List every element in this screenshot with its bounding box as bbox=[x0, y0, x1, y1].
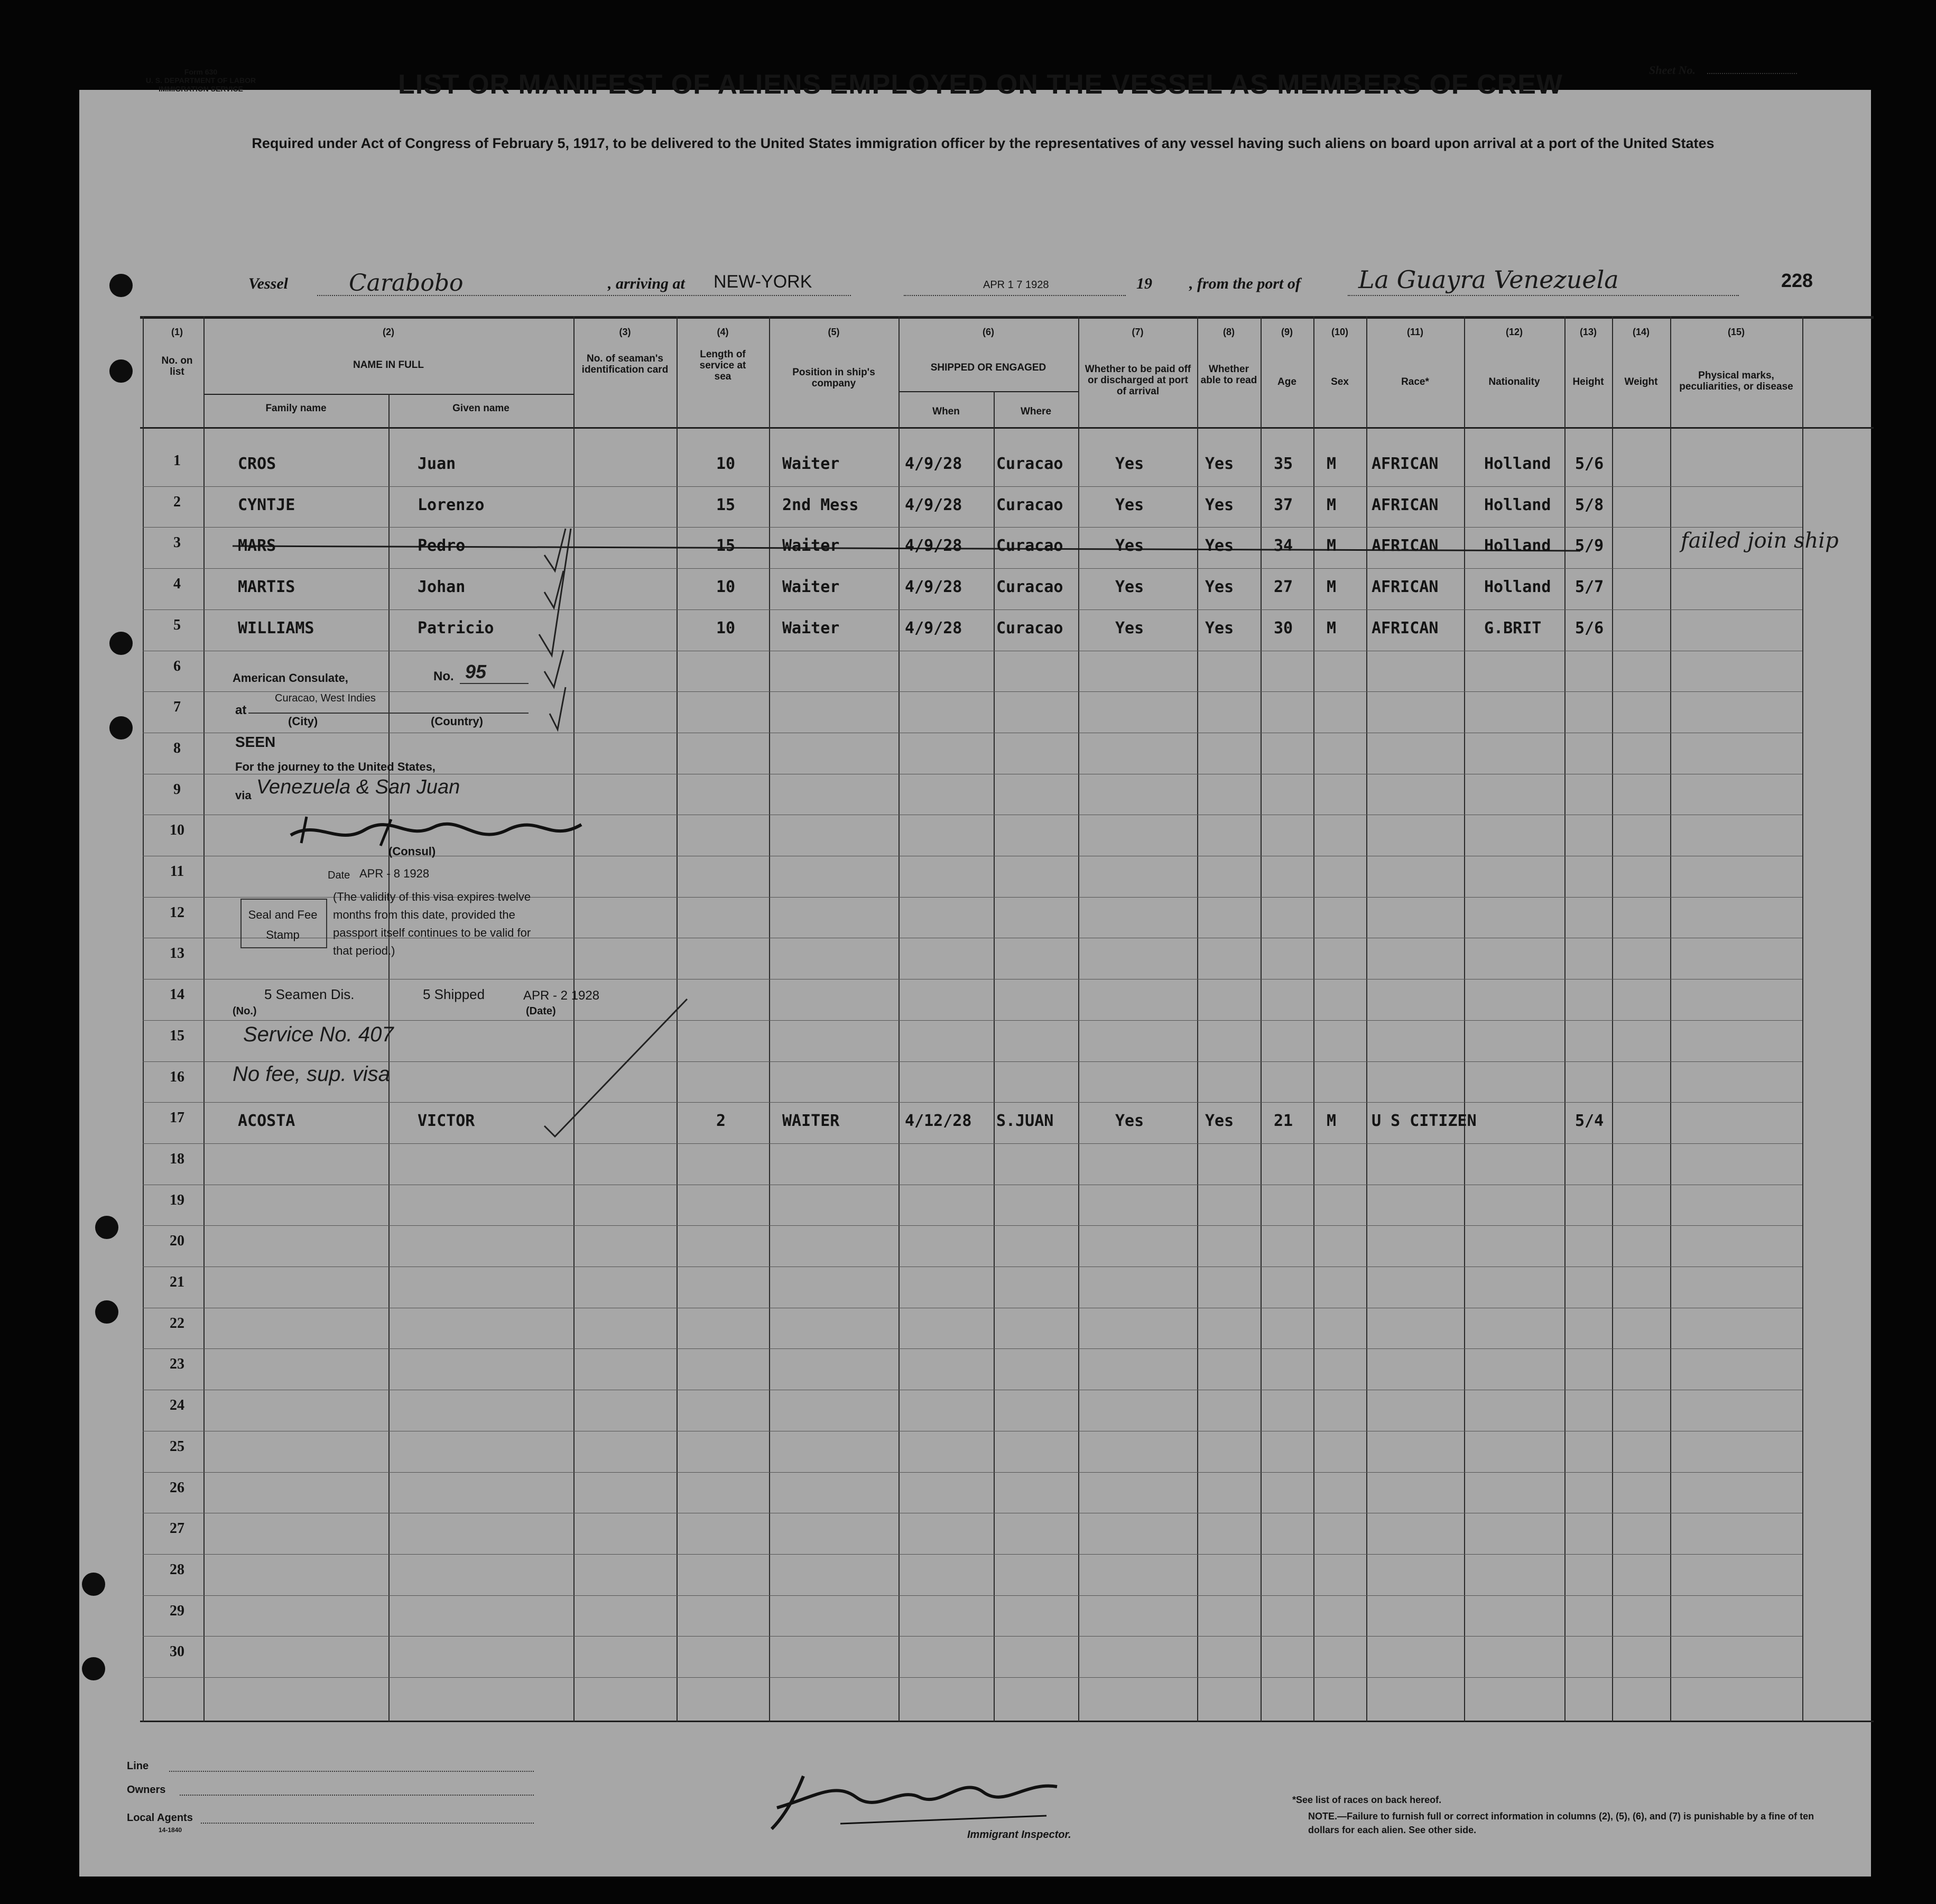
row-number: 13 bbox=[170, 945, 184, 962]
sheet-no-label: Sheet No. bbox=[1649, 63, 1696, 77]
punch-hole bbox=[109, 274, 133, 297]
page-number: 228 bbox=[1781, 270, 1813, 291]
col-number: (11) bbox=[1406, 327, 1424, 337]
row-number: 17 bbox=[170, 1110, 184, 1126]
row-number: 28 bbox=[170, 1561, 184, 1578]
arriving-label: , arriving at bbox=[608, 275, 685, 292]
cell-family: MARS bbox=[238, 537, 276, 556]
cell-when: 4/9/28 bbox=[905, 537, 962, 556]
cell-read: Yes bbox=[1205, 455, 1234, 473]
row-number: 4 bbox=[173, 576, 181, 593]
line-label: Line bbox=[127, 1760, 149, 1772]
date-sublabel: (Date) bbox=[526, 1005, 556, 1017]
cell-height: 5/6 bbox=[1575, 618, 1604, 637]
col-number: (4) bbox=[717, 327, 729, 337]
via-label: via bbox=[235, 789, 252, 802]
col-header-length-service: Length of service at sea bbox=[699, 349, 746, 382]
row-rule bbox=[143, 1636, 1802, 1637]
cell-position: Waiter bbox=[782, 618, 840, 637]
row-number: 12 bbox=[170, 904, 184, 921]
inspector-signature bbox=[761, 1766, 1089, 1840]
cell-sex: M bbox=[1327, 455, 1337, 473]
cell-sex: M bbox=[1327, 578, 1337, 597]
cell-nationality: Holland bbox=[1484, 537, 1551, 556]
cell-family: WILLIAMS bbox=[238, 618, 314, 637]
col-header-position: Position in ship's company bbox=[792, 367, 875, 389]
cell-given: Patricio bbox=[418, 618, 494, 637]
cell-read: Yes bbox=[1205, 537, 1234, 556]
service-number: Service No. 407 bbox=[243, 1023, 394, 1046]
cell-paid: Yes bbox=[1115, 537, 1144, 556]
from-port: La Guayra Venezuela bbox=[1358, 265, 1619, 294]
col-header-id-card: No. of seaman's identification card bbox=[581, 353, 669, 375]
cell-sex: M bbox=[1327, 618, 1337, 637]
cell-nationality: Holland bbox=[1484, 578, 1551, 597]
vessel-name: Carabobo bbox=[349, 270, 464, 297]
document-subtitle: Required under Act of Congress of February 5, 1917, to be delivered to the United States immigration officer by the representatives of any vessel having such aliens on board upon arrival at a port of the United States bbox=[252, 135, 1715, 151]
cell-position: 2nd Mess bbox=[782, 495, 859, 514]
cell-service: 10 bbox=[716, 578, 736, 597]
date-line bbox=[904, 295, 1126, 296]
cell-paid: Yes bbox=[1115, 578, 1144, 597]
row-number: 15 bbox=[170, 1027, 184, 1044]
vessel-line bbox=[317, 295, 851, 296]
cell-when: 4/9/28 bbox=[905, 618, 962, 637]
at-label: at bbox=[235, 703, 247, 717]
row-rule bbox=[143, 1595, 1802, 1596]
col-number: (12) bbox=[1505, 327, 1523, 337]
col-header-weight: Weight bbox=[1624, 376, 1658, 387]
row-number: 21 bbox=[170, 1274, 184, 1290]
form-id: Form 630 U. S. DEPARTMENT OF LABOR IMMIGRATION SERVICE bbox=[145, 68, 256, 93]
cell-position: Waiter bbox=[782, 537, 840, 556]
cell-nationality: Holland bbox=[1484, 495, 1551, 514]
seen-label: SEEN bbox=[235, 734, 276, 750]
cell-given: VICTOR bbox=[418, 1112, 475, 1131]
agents-code: 14-1840 bbox=[159, 1826, 182, 1834]
col-header-given-name: Given name bbox=[452, 403, 510, 414]
cell-service: 15 bbox=[716, 537, 736, 556]
vessel-label: Vessel bbox=[248, 275, 288, 292]
cell-given: Lorenzo bbox=[418, 495, 485, 514]
cell-service: 2 bbox=[716, 1112, 726, 1131]
local-agents-label: Local Agents bbox=[127, 1812, 193, 1824]
col-header-shipped: SHIPPED OR ENGAGED bbox=[930, 362, 1046, 373]
row-rule bbox=[143, 527, 1802, 528]
col-header-when: When bbox=[932, 406, 960, 417]
cell-age: 37 bbox=[1274, 495, 1293, 514]
cell-race: AFRICAN bbox=[1372, 495, 1439, 514]
cell-when: 4/9/28 bbox=[905, 495, 962, 514]
arrival-date-stamp: APR 1 7 1928 bbox=[983, 279, 1049, 291]
row-number: 25 bbox=[170, 1438, 184, 1455]
cell-paid: Yes bbox=[1115, 1112, 1144, 1131]
cell-where: S.JUAN bbox=[996, 1112, 1054, 1131]
punch-hole bbox=[95, 1216, 118, 1239]
cell-age: 21 bbox=[1274, 1112, 1293, 1131]
cell-given: Juan bbox=[418, 455, 456, 473]
cell-sex: M bbox=[1327, 1112, 1337, 1131]
col-header-height: Height bbox=[1572, 376, 1604, 387]
row-number: 8 bbox=[173, 740, 181, 756]
row-number: 14 bbox=[170, 986, 184, 1003]
country-label: (Country) bbox=[431, 715, 483, 728]
col-header-age: Age bbox=[1277, 376, 1296, 387]
row-number: 9 bbox=[173, 781, 181, 798]
row-number: 26 bbox=[170, 1479, 184, 1496]
seal-fee-label: Seal and Fee Stamp bbox=[248, 908, 318, 941]
consulate-label: American Consulate, bbox=[233, 671, 348, 685]
row-rule bbox=[143, 1677, 1802, 1678]
consulate-no-value: 95 bbox=[465, 661, 487, 682]
punch-hole bbox=[109, 632, 133, 655]
cell-age: 27 bbox=[1274, 578, 1293, 597]
col-number: (5) bbox=[828, 327, 840, 337]
row-rule bbox=[143, 1020, 1802, 1021]
document-title: LIST OR MANIFEST OF ALIENS EMPLOYED ON THE VESSEL AS MEMBERS OF CREW bbox=[398, 69, 1563, 100]
col-divider bbox=[388, 394, 390, 1722]
col-header-sex: Sex bbox=[1331, 376, 1349, 387]
cell-position: Waiter bbox=[782, 455, 840, 473]
cell-service: 15 bbox=[716, 495, 736, 514]
vessel-row bbox=[248, 265, 1834, 301]
manifest-page bbox=[79, 90, 1871, 1877]
cell-race: AFRICAN bbox=[1372, 618, 1439, 637]
cell-service: 10 bbox=[716, 618, 736, 637]
inspector-label: Immigrant Inspector. bbox=[967, 1829, 1071, 1841]
cell-height: 5/9 bbox=[1575, 537, 1604, 556]
cell-family: MARTIS bbox=[238, 578, 295, 597]
row-rule bbox=[143, 691, 1802, 692]
journey-label: For the journey to the United States, bbox=[235, 760, 436, 773]
races-note: *See list of races on back hereof. bbox=[1292, 1795, 1442, 1805]
punch-hole bbox=[109, 359, 133, 383]
cell-nationality: Holland bbox=[1484, 455, 1551, 473]
cell-when: 4/9/28 bbox=[905, 455, 962, 473]
row-rule bbox=[143, 1348, 1802, 1349]
cell-read: Yes bbox=[1205, 495, 1234, 514]
row-number: 6 bbox=[173, 658, 181, 674]
from-port-line bbox=[1348, 295, 1739, 296]
col-number: (15) bbox=[1727, 327, 1745, 337]
row-rule bbox=[143, 609, 1802, 610]
row-number: 23 bbox=[170, 1356, 184, 1373]
cell-age: 35 bbox=[1274, 455, 1293, 473]
row-rule bbox=[143, 1225, 1802, 1226]
col-header-paid-off: Whether to be paid off or discharged at port of arrival bbox=[1085, 364, 1191, 397]
cell-paid: Yes bbox=[1115, 618, 1144, 637]
cell-when: 4/9/28 bbox=[905, 578, 962, 597]
cell-where: Curacao bbox=[996, 455, 1063, 473]
row-number: 3 bbox=[173, 534, 181, 551]
cell-given: Johan bbox=[418, 578, 466, 597]
shipped-count: 5 Shipped bbox=[423, 986, 485, 1002]
row-rule bbox=[143, 1102, 1802, 1103]
row-number: 1 bbox=[173, 452, 181, 469]
cell-race: AFRICAN bbox=[1372, 578, 1439, 597]
consulate-place: Curacao, West Indies bbox=[275, 692, 376, 704]
row-number: 10 bbox=[170, 822, 184, 839]
consulate-no-line bbox=[460, 683, 529, 684]
col-header-race: Race* bbox=[1401, 376, 1429, 387]
row-rule bbox=[143, 1143, 1802, 1144]
cell-race: AFRICAN bbox=[1372, 455, 1439, 473]
punch-hole bbox=[82, 1657, 105, 1680]
col-header-nationality: Nationality bbox=[1488, 376, 1540, 387]
owners-label: Owners bbox=[127, 1784, 166, 1796]
cell-position: Waiter bbox=[782, 578, 840, 597]
row-number: 16 bbox=[170, 1068, 184, 1085]
col-number: (8) bbox=[1223, 327, 1235, 337]
col-header-able-to-read: Whether able to read bbox=[1200, 364, 1257, 386]
consulate-no-label: No. bbox=[433, 669, 454, 683]
cell-where: Curacao bbox=[996, 618, 1063, 637]
cell-nationality: G.BRIT bbox=[1484, 618, 1542, 637]
col-number: (2) bbox=[383, 327, 394, 337]
owners-field bbox=[180, 1795, 534, 1796]
row-number: 20 bbox=[170, 1233, 184, 1250]
cell-paid: Yes bbox=[1115, 495, 1144, 514]
col-number: (14) bbox=[1632, 327, 1650, 337]
cell-where: Curacao bbox=[996, 537, 1063, 556]
year-label: 19 bbox=[1136, 275, 1152, 292]
cell-family: CYNTJE bbox=[238, 495, 295, 514]
row-number: 27 bbox=[170, 1520, 184, 1537]
col-number: (1) bbox=[171, 327, 183, 337]
row-number: 7 bbox=[173, 699, 181, 716]
local-agents-field bbox=[201, 1823, 534, 1824]
table-bottom-rule bbox=[140, 1721, 1874, 1722]
col-number: (9) bbox=[1281, 327, 1293, 337]
col-header-marks: Physical marks, peculiarities, or disease bbox=[1679, 370, 1793, 392]
row-number: 24 bbox=[170, 1397, 184, 1414]
cell-height: 5/6 bbox=[1575, 455, 1604, 473]
col-number: (6) bbox=[983, 327, 994, 337]
cell-height: 5/8 bbox=[1575, 495, 1604, 514]
cell-where: Curacao bbox=[996, 578, 1063, 597]
cell-where: Curacao bbox=[996, 495, 1063, 514]
row-number: 30 bbox=[170, 1643, 184, 1660]
fine-note: NOTE.—Failure to furnish full or correct information in columns (2), (5), (6), and (7) is punishable by a fine of ten dollars for each alien. See other side. bbox=[1308, 1811, 1814, 1835]
cell-sex: M bbox=[1327, 495, 1337, 514]
no-fee-note: No fee, sup. visa bbox=[233, 1062, 390, 1086]
cell-read: Yes bbox=[1205, 1112, 1234, 1131]
city-label: (City) bbox=[288, 715, 318, 728]
cell-position: WAITER bbox=[782, 1112, 840, 1131]
row-rule bbox=[143, 568, 1802, 569]
col-number: (3) bbox=[619, 327, 631, 337]
from-label: , from the port of bbox=[1189, 275, 1301, 292]
col-number: (13) bbox=[1579, 327, 1597, 337]
cell-sex: M bbox=[1327, 537, 1337, 556]
stamp-date-value: APR - 8 1928 bbox=[359, 867, 430, 880]
table-top-rule bbox=[140, 316, 1874, 319]
cell-height: 5/7 bbox=[1575, 578, 1604, 597]
cell-height: 5/4 bbox=[1575, 1112, 1604, 1131]
header-bottom-rule bbox=[140, 427, 1874, 429]
cell-age: 34 bbox=[1274, 537, 1293, 556]
cell-family: ACOSTA bbox=[238, 1112, 295, 1131]
cell-age: 30 bbox=[1274, 618, 1293, 637]
line-field bbox=[169, 1771, 534, 1772]
cell-family: CROS bbox=[238, 455, 276, 473]
row-number: 11 bbox=[170, 863, 184, 880]
via-route: Venezuela & San Juan bbox=[256, 776, 460, 798]
col-number: (7) bbox=[1132, 327, 1144, 337]
col-number: (10) bbox=[1331, 327, 1348, 337]
punch-hole bbox=[109, 716, 133, 740]
row-rule bbox=[143, 486, 1802, 487]
cell-service: 10 bbox=[716, 455, 736, 473]
consul-label: (Consul) bbox=[388, 845, 436, 858]
row-number: 29 bbox=[170, 1602, 184, 1619]
stamp-date-label: Date bbox=[328, 870, 350, 881]
seamen-dis: 5 Seamen Dis. bbox=[264, 986, 355, 1002]
cell-race: U S CITIZEN bbox=[1372, 1112, 1477, 1131]
punch-hole bbox=[95, 1300, 118, 1324]
col-header-name-in-full: NAME IN FULL bbox=[353, 359, 424, 371]
cell-race: AFRICAN bbox=[1372, 537, 1439, 556]
row-number: 2 bbox=[173, 493, 181, 510]
arriving-port: NEW-YORK bbox=[714, 272, 812, 292]
col-header-family-name: Family name bbox=[265, 403, 327, 414]
cell-given: Pedro bbox=[418, 537, 466, 556]
row-number: 18 bbox=[170, 1150, 184, 1167]
cell-read: Yes bbox=[1205, 578, 1234, 597]
consul-signature bbox=[285, 814, 603, 856]
col-header-where: Where bbox=[1020, 406, 1052, 417]
col-header-no-on-list: No. on list bbox=[161, 355, 193, 377]
shipped-header-rule bbox=[898, 391, 1078, 392]
remark-row-3: failed join ship bbox=[1681, 529, 1839, 553]
col-divider bbox=[994, 391, 995, 1722]
shipped-date: APR - 2 1928 bbox=[523, 988, 600, 1003]
row-number: 22 bbox=[170, 1315, 184, 1332]
visa-validity-note: (The validity of this visa expires twelve months from this date, provided the passport itself continues to be valid for that period.) bbox=[333, 890, 531, 957]
punch-hole bbox=[82, 1573, 105, 1596]
row-rule bbox=[143, 1061, 1802, 1062]
cell-paid: Yes bbox=[1115, 455, 1144, 473]
no-sublabel: (No.) bbox=[233, 1005, 257, 1017]
col-divider bbox=[1802, 316, 1803, 1722]
row-rule bbox=[143, 1554, 1802, 1555]
row-number: 19 bbox=[170, 1191, 184, 1208]
row-rule bbox=[143, 1472, 1802, 1473]
cell-when: 4/12/28 bbox=[905, 1112, 972, 1131]
place-line bbox=[248, 713, 529, 714]
cell-read: Yes bbox=[1205, 618, 1234, 637]
row-number: 5 bbox=[173, 616, 181, 633]
